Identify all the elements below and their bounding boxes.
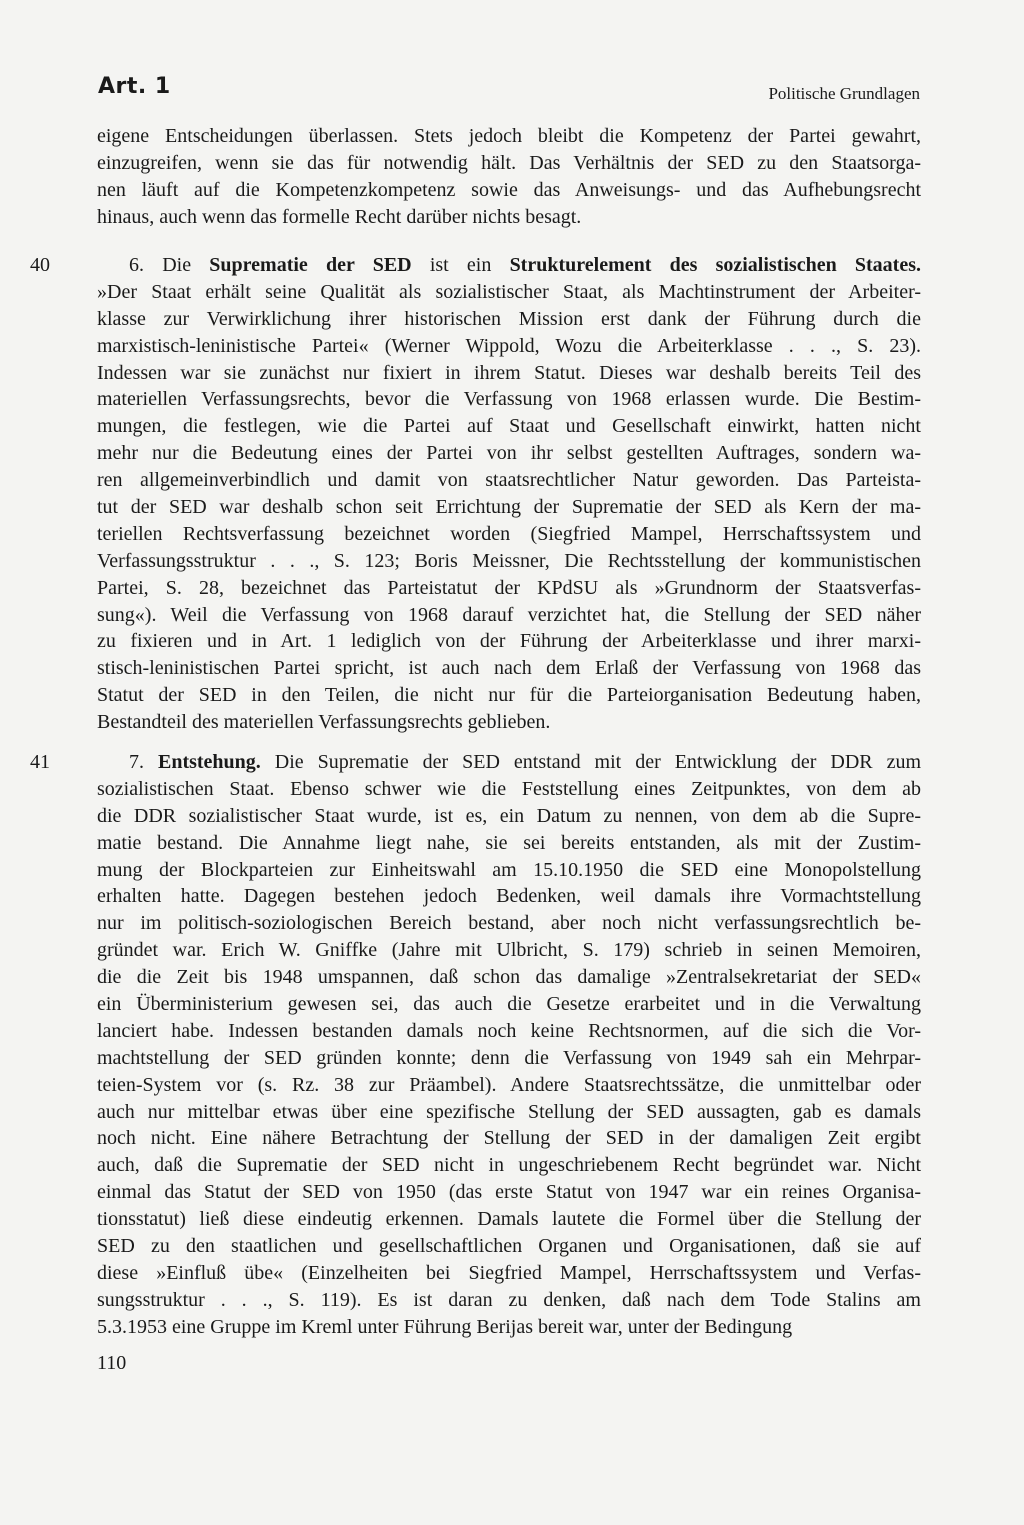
paragraph-41-line: teien-System vor (s. Rz. 38 zur Präambel). Andere Staatsrechtssätze, die unmittelbar oder	[97, 1073, 921, 1096]
paragraph-41-line: noch nicht. Eine nähere Betrachtung der Stellung der SED in der damaligen Zeit ergibt	[97, 1127, 921, 1150]
margin-number-40: 40	[30, 254, 50, 276]
page-number: 110	[97, 1352, 127, 1374]
paragraph-41-line: mung der Blockparteien zur Einheitswahl am 15.10.1950 die SED eine Monopolstellung	[97, 858, 921, 881]
paragraph-40-line: zu fixieren und in Art. 1 lediglich von der Führung der Arbeiterklasse und ihrer marxi-	[97, 630, 921, 653]
paragraph-40-first-line	[97, 252, 921, 279]
paragraph-41	[97, 749, 921, 1341]
continuation-line: hinaus, auch wenn das formelle Recht darüber nichts besagt.	[97, 205, 582, 228]
paragraph-40-bold-term-1: Suprematie der SED	[209, 254, 412, 276]
paragraph-41-line: ein Überministerium gewesen sei, das auch die Gesetze erarbeitet und in die Verwaltung	[97, 993, 921, 1016]
paragraph-41-line: tionsstatut) ließ diese eindeutig erkennen. Damals lautete die Formel über die Stellung der	[97, 1208, 921, 1231]
paragraph-41-line: sungsstruktur . . ., S. 119). Es ist daran zu denken, daß nach dem Tode Stalins am	[97, 1288, 921, 1311]
paragraph-41-line: matie bestand. Die Annahme liegt nahe, sie sei bereits entstanden, als mit der Zustim-	[97, 831, 921, 854]
paragraph-41-line: 5.3.1953 eine Gruppe im Kreml unter Führung Berijas bereit war, unter der Bedingung	[97, 1315, 793, 1338]
paragraph-40-line: Bestandteil des materiellen Verfassungsrechts geblieben.	[97, 711, 551, 734]
paragraph-41-first-line-text: Die Suprematie der SED entstand mit der Entwicklung der DDR zum	[260, 751, 921, 773]
paragraph-41-line: die die Zeit bis 1948 umspannen, daß schon das damalige »Zentralsekretariat der SED«	[97, 966, 921, 989]
paragraph-40-line: tut der SED war deshalb schon seit Errichtung der Suprematie der SED als Kern der ma-	[97, 496, 921, 519]
paragraph-40	[97, 252, 921, 736]
paragraph-40-line: ren allgemeinverbindlich und damit von staatsrechtlicher Natur geworden. Das Parteista-	[97, 469, 921, 492]
running-header: Politische Grundlagen	[768, 84, 920, 103]
paragraph-41-line: diese »Einfluß übe« (Einzelheiten bei Siegfried Mampel, Herrschaftssystem und Verfas-	[97, 1261, 921, 1284]
paragraph-40-line: Partei, S. 28, bezeichnet das Parteistatut der KPdSU als »Grundnorm der Staatsverfas-	[97, 576, 921, 599]
paragraph-41-line: auch nur mittelbar etwas über eine spezifische Stellung der SED aussagten, gab es damals	[97, 1100, 921, 1123]
paragraph-41-line: die DDR sozialistischer Staat wurde, ist es, ein Datum zu nennen, von dem ab die Supre-	[97, 804, 921, 827]
paragraph-41-line: sozialistischen Staat. Ebenso schwer wie die Feststellung eines Zeitpunktes, von dem ab	[97, 777, 921, 800]
paragraph-41-line: gründet war. Erich W. Gniffke (Jahre mit Ulbricht, S. 179) schrieb in seinen Memoiren,	[97, 939, 921, 962]
paragraph-40-bold-term-2: Strukturelement des sozialistischen Staates.	[509, 254, 921, 276]
paragraph-40-line: »Der Staat erhält seine Qualität als sozialistischer Staat, als Machtinstrument der Arbeiter-	[97, 280, 921, 303]
article-heading: Art. 1	[98, 74, 171, 99]
paragraph-40-line: marxistisch-leninistische Partei« (Werner Wippold, Wozu die Arbeiterklasse . . ., S. 23).	[97, 334, 921, 357]
paragraph-41-first-line	[97, 749, 921, 776]
paragraph-40-line: Indessen war sie zunächst nur fixiert in ihrem Statut. Dieses war deshalb bereits Teil des	[97, 361, 921, 384]
paragraph-41-line: nur im politisch-soziologischen Bereich bestand, aber noch nicht verfassungsrechtlich be-	[97, 912, 921, 935]
paragraph-41-number: 7.	[129, 751, 158, 773]
continuation-line: eigene Entscheidungen überlassen. Stets jedoch bleibt die Kompetenz der Partei gewahrt,	[97, 125, 921, 147]
continuation-paragraph	[97, 123, 921, 231]
paragraph-40-line: mehr nur die Bedeutung eines der Partei von ihr selbst gestellten Auftrages, sondern wa-	[97, 442, 921, 465]
paragraph-41-line: erhalten hatte. Dagegen bestehen jedoch Bedenken, weil damals ihre Vormachtstellung	[97, 885, 921, 908]
margin-number-41: 41	[30, 751, 50, 773]
paragraph-40-line: klasse zur Verwirklichung ihrer historischen Mission erst dank der Führung durch die	[97, 307, 921, 330]
paragraph-40-line: Statut der SED in den Teilen, die nicht nur für die Parteiorganisation Bedeutung haben,	[97, 684, 921, 707]
paragraph-40-line: materiellen Verfassungsrechts, bevor die Verfassung von 1968 erlassen wurde. Die Bestim-	[97, 388, 921, 411]
paragraph-40-line: mungen, die festlegen, wie die Partei auf Staat und Gesellschaft einwirkt, hatten nicht	[97, 415, 921, 438]
paragraph-41-line: einmal das Statut der SED von 1950 (das erste Statut von 1947 war ein reines Organisa-	[97, 1181, 921, 1204]
paragraph-40-line: teriellen Rechtsverfassung bezeichnet worden (Siegfried Mampel, Herrschaftssystem und	[97, 522, 921, 545]
paragraph-41-line: SED zu den staatlichen und gesellschaftlichen Organen und Organisationen, daß sie auf	[97, 1235, 921, 1258]
paragraph-41-line: lanciert habe. Indessen bestanden damals noch keine Rechtsnormen, auf die sich die Vor-	[97, 1019, 921, 1042]
paragraph-41-line: machtstellung der SED gründen konnte; denn die Verfassung von 1949 sah ein Mehrpar-	[97, 1046, 921, 1069]
continuation-line: nen läuft auf die Kompetenzkompetenz sowie das Anweisungs- und das Aufhebungsrecht	[97, 178, 921, 201]
paragraph-40-line: sung«). Weil die Verfassung von 1968 darauf verzichtet hat, die Stellung der SED näher	[97, 603, 921, 626]
paragraph-40-connector: ist ein	[411, 254, 510, 276]
paragraph-40-line: stisch-leninistischen Partei spricht, ist auch nach dem Erlaß der Verfassung von 1968 das	[97, 657, 921, 680]
paragraph-41-bold-term: Entstehung.	[157, 751, 261, 773]
paragraph-40-line: Verfassungsstruktur . . ., S. 123; Boris Meissner, Die Rechtsstellung der kommunistischen	[97, 549, 921, 572]
continuation-line: einzugreifen, wenn sie das für notwendig hält. Das Verhältnis der SED zu den Staatsorga-	[97, 151, 921, 174]
paragraph-41-line: auch, daß die Suprematie der SED nicht in ungeschriebenem Recht begründet war. Nicht	[97, 1154, 921, 1177]
paragraph-40-number: 6. Die	[129, 254, 210, 276]
